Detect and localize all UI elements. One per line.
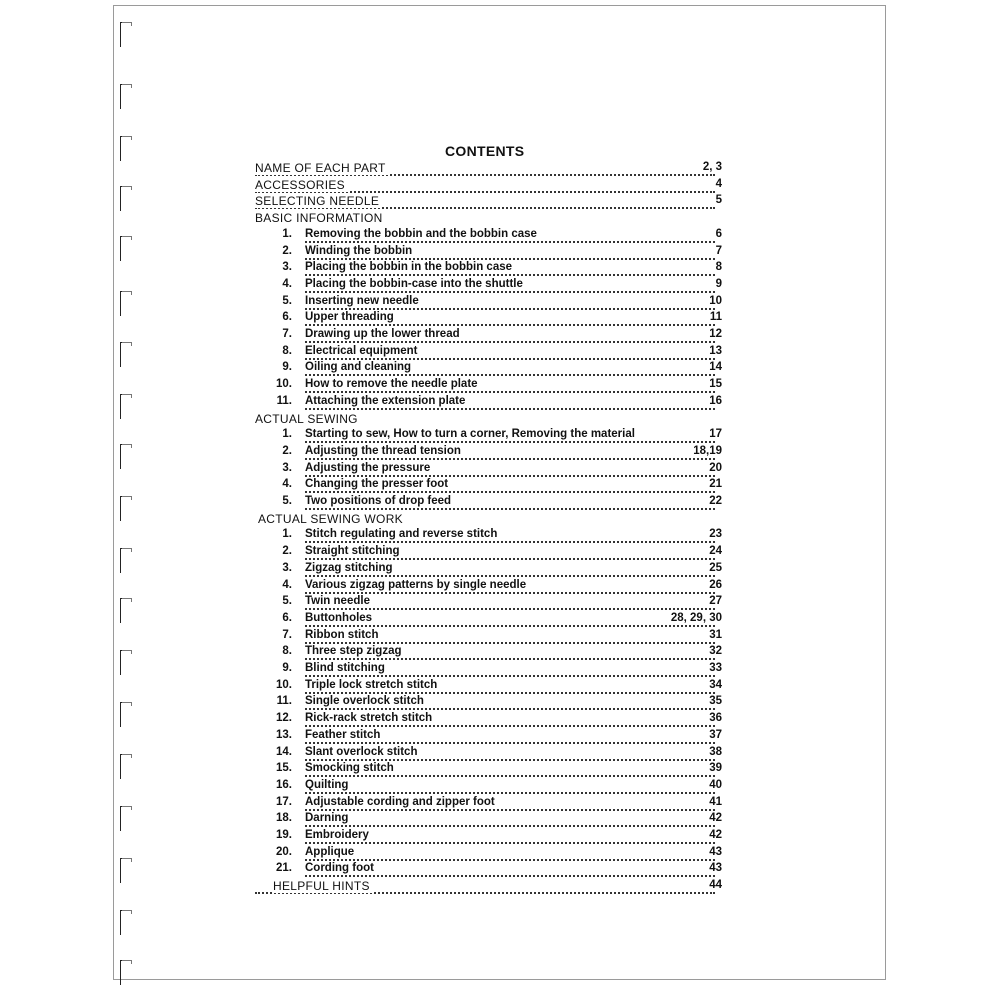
toc-entry [0, 628, 1000, 645]
toc-entry-label: How to remove the needle plate [305, 378, 481, 390]
toc-entry [0, 811, 1000, 828]
toc-entry [0, 377, 1000, 394]
toc-entry-number: 18. [276, 812, 292, 825]
toc-entry-number: 1. [282, 227, 292, 240]
toc-entry-page: 42 [709, 829, 722, 841]
toc-entry [0, 544, 1000, 561]
toc-entry [0, 427, 1000, 444]
toc-entry-number: 6. [282, 611, 292, 624]
toc-entry [0, 193, 1000, 210]
toc-entry-page: 24 [709, 545, 722, 558]
toc-entry-label: Electrical equipment [305, 345, 420, 357]
toc-entry-number: 3. [282, 461, 292, 474]
toc-entry-number: 7. [282, 628, 292, 641]
toc-entry-label: Blind stitching [305, 662, 388, 674]
toc-entry-label: Slant overlock stitch [305, 746, 420, 758]
toc-entry-page: 35 [709, 695, 722, 708]
toc-entry [0, 594, 1000, 611]
toc-entry-number: 16. [276, 778, 292, 791]
toc-entry-label: Twin needle [305, 595, 373, 607]
toc-entry-page: 26 [709, 578, 722, 591]
toc-entry-label: Stitch regulating and reverse stitch [305, 528, 500, 540]
toc-entry [0, 360, 1000, 377]
toc-entry-label: SELECTING NEEDLE [255, 194, 382, 208]
toc-entry-page: 25 [709, 561, 722, 574]
dot-leader [305, 780, 715, 794]
toc-entry [0, 561, 1000, 578]
toc-entry-number: 5. [282, 595, 292, 608]
toc-entry-page: 33 [709, 662, 722, 674]
toc-entry [0, 411, 1000, 428]
toc-entry-number: 19. [276, 829, 292, 841]
toc-entry-page: 41 [709, 795, 722, 808]
toc-entry [0, 461, 1000, 478]
toc-entry-page: 28, 29, 30 [670, 611, 722, 624]
toc-entry-label: ACTUAL SEWING WORK [258, 512, 406, 526]
page-title: CONTENTS [445, 143, 525, 159]
toc-entry [0, 878, 1000, 895]
toc-entry-label: Three step zigzag [305, 645, 405, 657]
toc-entry-page: 18,19 [693, 444, 722, 457]
toc-entry-page: 44 [709, 879, 722, 892]
toc-entry-page: 43 [709, 862, 722, 875]
toc-entry-number: 17. [276, 795, 292, 808]
toc-entry-label: Zigzag stitching [305, 562, 396, 574]
toc-entry-page: 22 [709, 495, 722, 507]
toc-entry-label: Triple lock stretch stitch [305, 679, 440, 691]
toc-entry [0, 527, 1000, 544]
toc-entry-number: 5. [282, 495, 292, 507]
toc-entry-label: Embroidery [305, 829, 372, 841]
toc-entry-number: 1. [282, 428, 292, 441]
toc-entry-page: 11 [709, 311, 722, 324]
toc-entry [0, 511, 1000, 528]
toc-entry-page: 6 [715, 227, 722, 240]
toc-entry [0, 694, 1000, 711]
toc-entry-page: 14 [709, 361, 722, 374]
toc-entry [0, 494, 1000, 511]
toc-entry-number: 11. [276, 394, 292, 407]
toc-entry-number: 8. [282, 645, 292, 658]
toc-entry [0, 761, 1000, 778]
toc-entry-page: 16 [709, 394, 722, 407]
toc-entry-label: NAME OF EACH PART [255, 161, 389, 175]
toc-entry-number: 10. [276, 378, 292, 391]
toc-entry-label: Buttonholes [305, 612, 375, 624]
toc-entry-number: 14. [276, 745, 292, 758]
toc-entry-page: 39 [709, 762, 722, 775]
toc-entry [0, 861, 1000, 878]
toc-entry-page: 21 [709, 478, 722, 491]
toc-entry-label: HELPFUL HINTS [273, 879, 373, 893]
toc-entry [0, 477, 1000, 494]
toc-entry-label: Quilting [305, 779, 351, 791]
toc-entry-number: 2. [282, 444, 292, 457]
toc-entry-page: 5 [715, 194, 722, 207]
toc-entry-number: 3. [282, 261, 292, 274]
toc-entry-page: 40 [709, 778, 722, 791]
toc-entry [0, 444, 1000, 461]
toc-entry-label: Removing the bobbin and the bobbin case [305, 228, 540, 240]
toc-entry-page: 17 [709, 428, 722, 441]
toc-entry-page: 9 [715, 277, 722, 290]
toc-entry-number: 2. [282, 244, 292, 257]
toc-entry-number: 11. [276, 695, 292, 708]
toc-entry-page: 42 [709, 812, 722, 825]
toc-entry-page: 23 [709, 528, 722, 541]
toc-entry-number: 3. [282, 561, 292, 574]
toc-entry-label: Various zigzag patterns by single needle [305, 579, 529, 591]
toc-entry-label: Attaching the extension plate [305, 395, 468, 407]
toc-entry [0, 795, 1000, 812]
toc-entry [0, 778, 1000, 795]
toc-entry [0, 310, 1000, 327]
toc-entry-page: 7 [715, 244, 722, 257]
toc-entry-label: Oiling and cleaning [305, 361, 414, 373]
toc-entry-label: Darning [305, 812, 351, 824]
dot-leader [305, 847, 715, 861]
toc-entry [0, 227, 1000, 244]
toc-entry-page: 37 [709, 728, 722, 741]
toc-entry-number: 4. [282, 277, 292, 290]
toc-entry-page: 27 [709, 595, 722, 608]
toc-entry-page: 10 [709, 294, 722, 307]
toc-entry-label: ACTUAL SEWING [255, 412, 361, 426]
toc-entry [0, 828, 1000, 845]
toc-entry-number: 7. [282, 328, 292, 340]
toc-entry-number: 9. [282, 662, 292, 674]
toc-entry-label: Adjustable cording and zipper foot [305, 796, 498, 808]
toc-entry-number: 9. [282, 361, 292, 374]
toc-entry [0, 728, 1000, 745]
toc-entry [0, 661, 1000, 678]
toc-entry-page: 31 [709, 628, 722, 641]
toc-entry-label: Adjusting the thread tension [305, 445, 464, 457]
toc-entry [0, 344, 1000, 361]
toc-entry-label: Feather stitch [305, 729, 383, 741]
toc-entry-page: 12 [709, 328, 722, 340]
toc-entry-label: Placing the bobbin in the bobbin case [305, 261, 515, 273]
toc-entry-label: Drawing up the lower thread [305, 328, 463, 340]
toc-entry [0, 277, 1000, 294]
toc-entry-page: 4 [715, 177, 722, 190]
toc-entry-label: Rick-rack stretch stitch [305, 712, 435, 724]
toc-entry [0, 745, 1000, 762]
toc-entry-label: Inserting new needle [305, 295, 422, 307]
toc-entry [0, 644, 1000, 661]
toc-entry-label: Starting to sew, How to turn a corner, Removing the material [305, 428, 638, 440]
toc-entry-label: Two positions of drop feed [305, 495, 454, 507]
toc-entry [0, 327, 1000, 344]
toc-entry [0, 678, 1000, 695]
toc-entry-number: 12. [276, 712, 292, 725]
toc-entry-label: ACCESSORIES [255, 178, 348, 192]
toc-entry-label: Applique [305, 846, 357, 858]
toc-entry-label: Single overlock stitch [305, 695, 427, 707]
toc-entry [0, 578, 1000, 595]
toc-entry-label: Upper threading [305, 311, 397, 323]
toc-entry-page: 8 [715, 261, 722, 274]
toc-entry-label: Adjusting the pressure [305, 462, 433, 474]
toc-entry-number: 15. [276, 762, 292, 775]
toc-entry-number: 5. [282, 294, 292, 307]
toc-entry [0, 210, 1000, 227]
toc-entry-page: 43 [709, 845, 722, 858]
toc-entry-label: Smocking stitch [305, 762, 397, 774]
toc-entry-label: Winding the bobbin [305, 245, 415, 257]
toc-entry-page: 2, 3 [702, 161, 722, 173]
toc-entry [0, 160, 1000, 177]
toc-entry [0, 394, 1000, 411]
toc-entry-label: Ribbon stitch [305, 629, 381, 641]
toc-entry-number: 4. [282, 478, 292, 491]
toc-entry-number: 1. [282, 528, 292, 541]
toc-entry-page: 38 [709, 745, 722, 758]
toc-entry [0, 711, 1000, 728]
toc-entry [0, 244, 1000, 261]
toc-entry-label: Placing the bobbin-case into the shuttle [305, 278, 526, 290]
toc-entry-label: Cording foot [305, 862, 377, 874]
toc-entry [0, 294, 1000, 311]
toc-entry-label: Changing the presser foot [305, 478, 451, 490]
toc-entry-label: BASIC INFORMATION [255, 211, 386, 225]
toc-entry-number: 21. [276, 862, 292, 875]
toc-entry-number: 10. [276, 678, 292, 691]
toc-entry [0, 260, 1000, 277]
toc-entry-number: 13. [276, 728, 292, 741]
toc-entry-page: 36 [709, 712, 722, 725]
toc-entry-page: 20 [709, 461, 722, 474]
dot-leader [305, 813, 715, 827]
toc-entry [0, 845, 1000, 862]
toc-entry-number: 2. [282, 545, 292, 558]
toc-entry-number: 6. [282, 311, 292, 324]
toc-entry-page: 15 [709, 378, 722, 391]
toc-entry-page: 32 [709, 645, 722, 658]
toc-entry-page: 13 [709, 344, 722, 357]
toc-entry-number: 8. [282, 344, 292, 357]
toc-entry-number: 4. [282, 578, 292, 591]
toc-entry-page: 34 [709, 678, 722, 691]
toc-entry [0, 611, 1000, 628]
toc-entry-number: 20. [276, 845, 292, 858]
toc-entry [0, 177, 1000, 194]
toc-entry-label: Straight stitching [305, 545, 403, 557]
